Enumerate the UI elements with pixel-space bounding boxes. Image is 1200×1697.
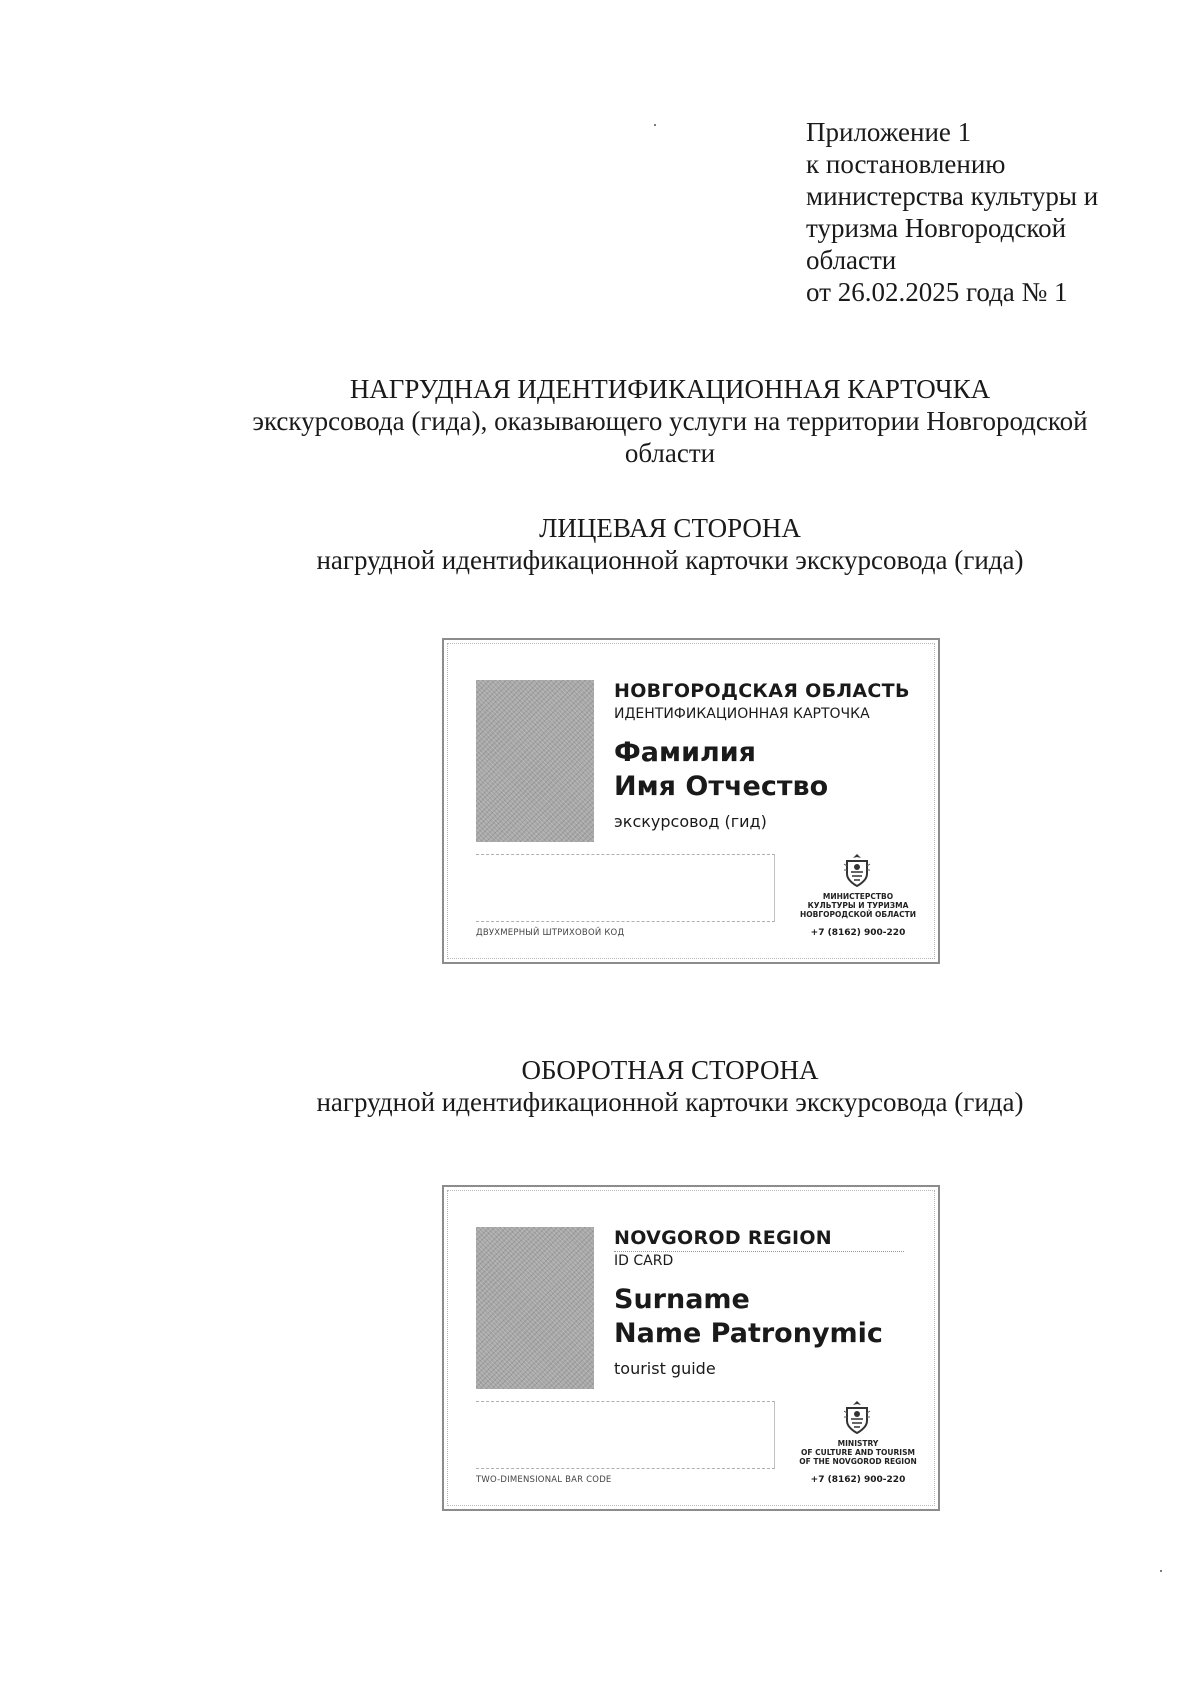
front-card [442,638,940,964]
coat-of-arms-icon [842,852,872,888]
back-section-heading [200,1054,1140,1118]
ministry-line: НОВГОРОДСКОЙ ОБЛАСТИ [800,910,916,919]
barcode-area [476,854,775,922]
document-subtitle: экскурсовода (гида), оказывающего услуги на территории Новгородской [252,406,1088,436]
scan-speck [654,124,656,126]
card-type: ИДЕНТИФИКАЦИОННАЯ КАРТОЧКА [614,706,870,722]
card-name-patronymic: Name Patronymic [614,1318,883,1349]
appendix-reference [806,116,1186,308]
card-surname: Surname [614,1284,750,1315]
front-section-heading [200,512,1140,576]
card-role: экскурсовод (гид) [614,812,767,831]
barcode-label: TWO-DIMENSIONAL BAR CODE [476,1475,612,1485]
appendix-line: области [806,245,897,275]
appendix-line: Приложение 1 [806,117,972,147]
ministry-name [776,1439,940,1466]
photo-placeholder [476,1227,594,1389]
front-section-title: ЛИЦЕВАЯ СТОРОНА [539,513,801,543]
ministry-line: OF CULTURE AND TOURISM [801,1448,915,1457]
front-section-subtitle: нагрудной идентификационной карточки экскурсовода (гида) [316,545,1024,575]
document-title: НАГРУДНАЯ ИДЕНТИФИКАЦИОННАЯ КАРТОЧКА [349,374,991,404]
ministry-name [776,892,940,919]
ministry-line: КУЛЬТУРЫ И ТУРИЗМА [807,901,909,910]
document-heading [200,373,1140,469]
card-name-patronymic: Имя Отчество [614,771,829,802]
card-region: NOVGOROD REGION [614,1227,832,1249]
appendix-line: министерства культуры и [806,181,1099,211]
document-subtitle-cont: области [624,438,716,468]
scan-speck [1160,1570,1162,1572]
back-card [442,1185,940,1511]
barcode-label: ДВУХМЕРНЫЙ ШТРИХОВОЙ КОД [476,928,625,938]
ministry-line: OF THE NOVGOROD REGION [799,1457,917,1466]
card-type: ID CARD [614,1253,674,1269]
ministry-phone: +7 (8162) 900-220 [810,928,906,938]
photo-placeholder [476,680,594,842]
ministry-line: MINISTRY [837,1439,879,1448]
card-holder-name [614,1283,883,1351]
divider [614,1251,904,1252]
card-surname: Фамилия [614,737,757,768]
card-holder-name [614,736,828,804]
coat-of-arms-icon [842,1399,872,1435]
barcode-area [476,1401,775,1469]
card-role: tourist guide [614,1359,716,1378]
appendix-line: от 26.02.2025 года № 1 [806,277,1068,307]
back-section-subtitle: нагрудной идентификационной карточки экскурсовода (гида) [316,1087,1024,1117]
card-region: НОВГОРОДСКАЯ ОБЛАСТЬ [614,680,910,702]
appendix-line: к постановлению [806,149,1006,179]
ministry-phone: +7 (8162) 900-220 [810,1475,906,1485]
appendix-line: туризма Новгородской [806,213,1067,243]
back-section-title: ОБОРОТНАЯ СТОРОНА [521,1055,819,1085]
ministry-line: МИНИСТЕРСТВО [822,892,894,901]
